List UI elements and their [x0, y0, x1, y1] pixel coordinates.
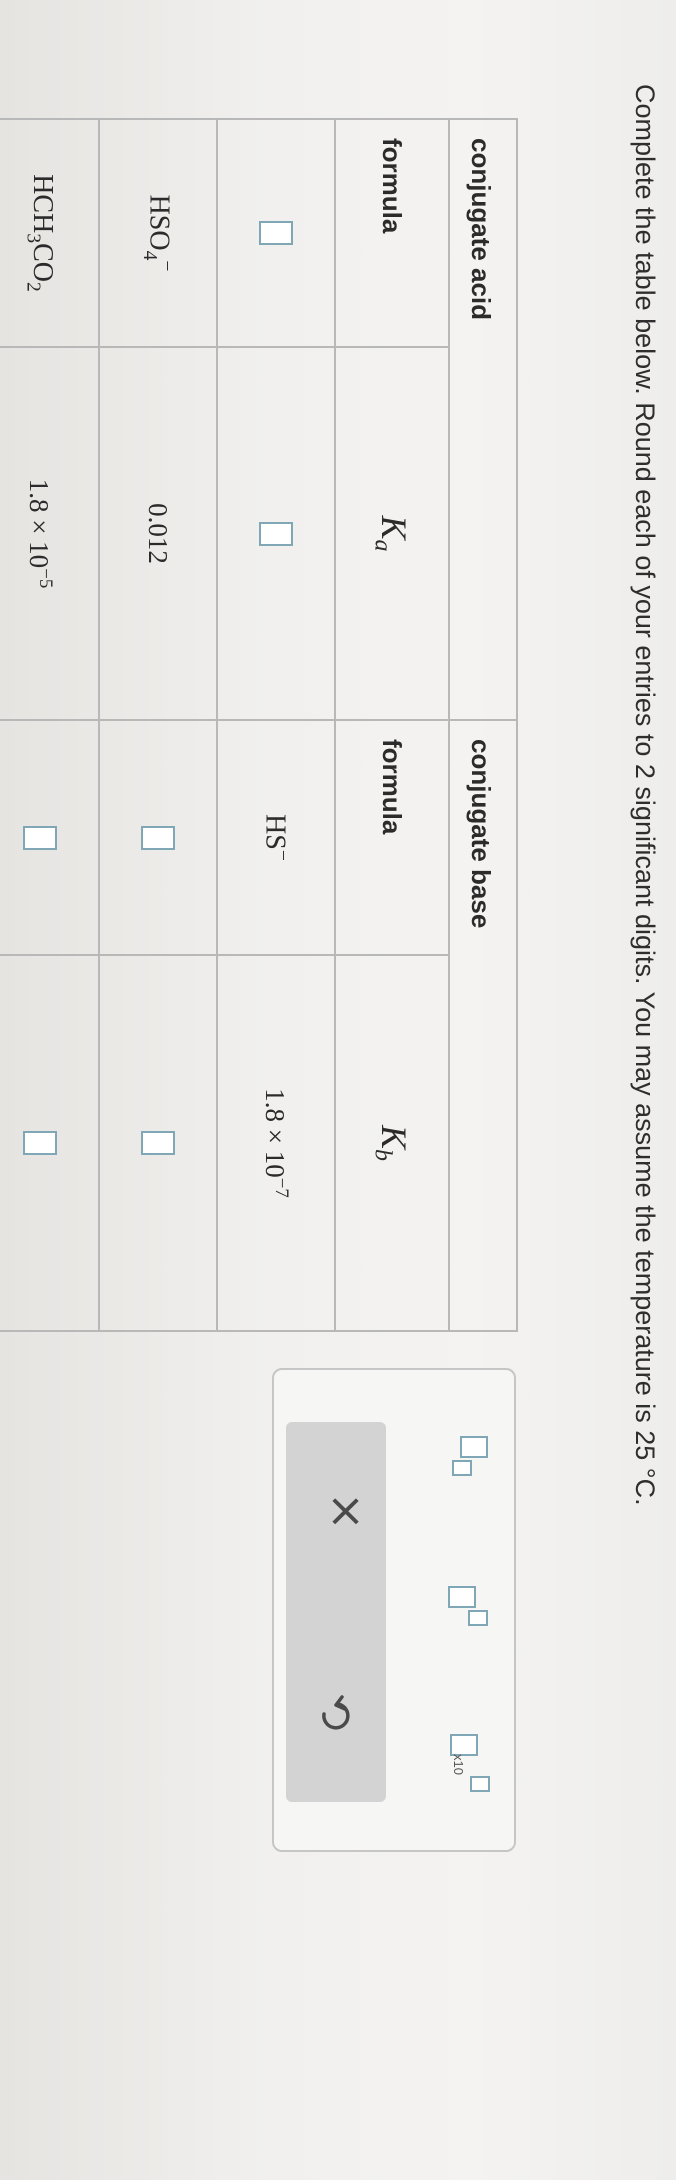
acid-formula-part-a: HCH: [27, 174, 59, 234]
clear-icon[interactable]: ×: [320, 1492, 374, 1531]
acid-subscript-a: 3: [22, 233, 44, 244]
kb-cell: [99, 955, 217, 1331]
scientific-notation-tool-button[interactable]: [444, 1730, 494, 1800]
base-formula-cell: [0, 720, 99, 955]
acid-subscript: 4: [139, 250, 161, 261]
ka-value-cell: 0.012: [99, 347, 217, 720]
superscript-tool-button[interactable]: [444, 1582, 494, 1632]
superscript-small-box: [468, 1610, 488, 1626]
ka-value-cell: [0, 347, 99, 720]
acid-formula-part-b: CO: [27, 243, 59, 283]
acid-subscript-b: 2: [22, 282, 44, 292]
base-charge: −: [272, 849, 294, 861]
kb-subscript: b: [369, 1149, 396, 1162]
kb-cell: [0, 955, 99, 1331]
base-formula-cell: [99, 720, 217, 955]
sci-base-box: [450, 1734, 478, 1756]
kb-coefficient: 1.8 × 10: [260, 1088, 291, 1178]
base-formula-cell: [217, 720, 335, 955]
table-row: [0, 119, 99, 1331]
ka-coefficient: 1.8 × 10: [24, 478, 55, 569]
base-formula-header: formula: [335, 720, 449, 955]
table-row: [217, 119, 335, 1331]
kb-exponent: −7: [271, 1177, 293, 1198]
conjugate-acid-header: conjugate acid: [449, 119, 517, 720]
math-toolbox: [272, 1368, 516, 1852]
acid-formula-text: HSO: [144, 194, 176, 251]
acid-formula-cell: [99, 119, 217, 347]
base-formula-input[interactable]: [23, 826, 57, 850]
ka-subscript: a: [369, 539, 396, 552]
acid-formula-cell: [217, 119, 335, 347]
subscript-tool-button[interactable]: [444, 1432, 494, 1482]
base-formula-text: HS: [259, 814, 291, 850]
ka-header: [335, 347, 449, 720]
ka-input[interactable]: [259, 522, 293, 546]
ka-exponent: −5: [35, 568, 57, 589]
kb-input[interactable]: [23, 1131, 57, 1155]
instruction-text: Complete the table below. Round each of your entries to 2 significant digits. You may assume the temperature is 25 °C.: [630, 84, 660, 1506]
x10-label: x10: [451, 1754, 466, 1775]
conjugate-base-header: conjugate base: [449, 720, 517, 1331]
kb-input[interactable]: [141, 1131, 175, 1155]
kb-header: [335, 955, 449, 1331]
ka-letter: K: [374, 515, 415, 540]
sci-exponent-box: [470, 1776, 490, 1792]
acid-formula-header: formula: [335, 119, 449, 347]
subscript-base-box: [460, 1436, 488, 1458]
superscript-base-box: [448, 1586, 476, 1608]
table-row: [99, 119, 217, 1331]
conjugate-pairs-table: [0, 118, 518, 1332]
subscript-small-box: [452, 1460, 472, 1476]
ka-cell: [217, 347, 335, 720]
base-formula-input[interactable]: [141, 826, 175, 850]
action-bar: [286, 1422, 386, 1802]
kb-value-cell: [217, 955, 335, 1331]
acid-charge: −: [156, 260, 178, 272]
acid-formula-input[interactable]: [259, 221, 293, 245]
kb-letter: K: [374, 1125, 415, 1150]
undo-icon[interactable]: [309, 1692, 358, 1736]
acid-formula-cell: [0, 119, 99, 347]
